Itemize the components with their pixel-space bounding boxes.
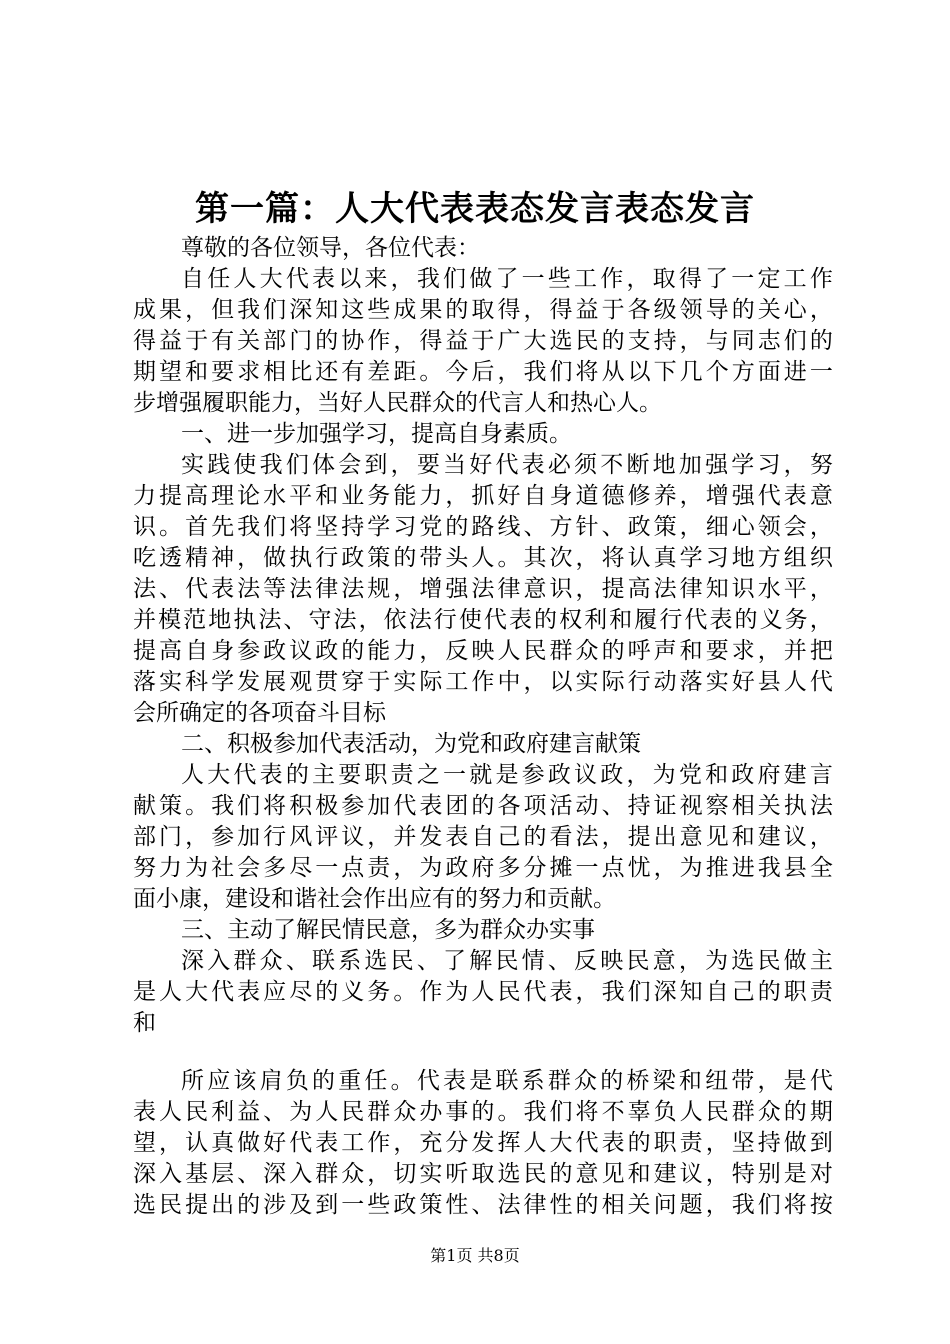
document-body: [133, 233, 833, 1221]
text-line: 人 大 代 表 的 主 要 职 责 之 一 就 是 参 政 议 政 ， 为 党 和 政 府 建 言: [181, 762, 833, 788]
text-line: 和: [133, 1010, 156, 1036]
page-title: 第一篇：人大代表表态发言表态发言: [195, 189, 755, 229]
text-line: 力 提 高 理 论 水 平 和 业 务 能 力 ， 抓 好 自 身 道 德 修 养 ， 增 强 代 表 意: [133, 483, 833, 509]
text-line: 得 益 于 有 关 部 门 的 协 作 ， 得 益 于 广 大 选 民 的 支 持 ， 与 同 志 们 的: [133, 328, 833, 354]
text-line: 识 。 首 先 我 们 将 坚 持 学 习 党 的 路 线 、 方 针 、 政 策 ， 细 心 领 会 ，: [133, 514, 833, 540]
text-line: 会所确定的各项奋斗目标: [133, 700, 386, 726]
text-line: 并 模 范 地 执 法 、 守 法 ， 依 法 行 使 代 表 的 权 利 和 履 行 代 表 的 义 务 ，: [133, 607, 833, 633]
text-line: 步增强履职能力，当好人民群众的代言人和热心人。: [133, 390, 662, 416]
text-line: 法 、 代 表 法 等 法 律 法 规 ， 增 强 法 律 意 识 ， 提 高 法 律 知 识 水 平 ，: [133, 576, 833, 602]
text-line: 吃 透 精 神 ， 做 执 行 政 策 的 带 头 人 。 其 次 ， 将 认 真 学 习 地 方 组 织: [133, 545, 833, 571]
text-line: 努 力 为 社 会 多 尽 一 点 责 ， 为 政 府 多 分 摊 一 点 忧 ， 为 推 进 我 县 全: [133, 855, 833, 881]
text-line: 三、主动了解民情民意，多为群众办实事: [181, 917, 595, 943]
text-line: 二、积极参加代表活动，为党和政府建言献策: [181, 731, 641, 757]
text-line: 望 ， 认 真 做 好 代 表 工 作 ， 充 分 发 挥 人 大 代 表 的 职 责 ， 坚 持 做 到: [133, 1130, 833, 1156]
text-line: 一、进一步加强学习，提高自身素质。: [181, 421, 572, 447]
text-line: 表 人 民 利 益 、 为 人 民 群 众 办 事 的 。 我 们 将 不 辜 负 人 民 群 众 的 期: [133, 1099, 833, 1125]
text-line: 部 门 ， 参 加 行 风 评 议 ， 并 发 表 自 己 的 看 法 ， 提 出 意 见 和 建 议 ，: [133, 824, 833, 850]
text-line: 深 入 基 层 、 深 入 群 众 ， 切 实 听 取 选 民 的 意 见 和 建 议 ， 特 别 是 对: [133, 1161, 833, 1187]
text-line: 期 望 和 要 求 相 比 还 有 差 距 。 今 后 ， 我 们 将 从 以 下 几 个 方 面 进 一: [133, 359, 833, 385]
text-line: 实 践 使 我 们 体 会 到 ， 要 当 好 代 表 必 须 不 断 地 加 强 学 习 ， 努: [181, 452, 833, 478]
text-line: 尊敬的各位领导，各位代表：: [181, 235, 480, 261]
text-line: 是 人 大 代 表 应 尽 的 义 务 。 作 为 人 民 代 表 ， 我 们 深 知 自 己 的 职 责: [133, 979, 833, 1005]
text-line: 提 高 自 身 参 政 议 政 的 能 力 ， 反 映 人 民 群 众 的 呼 声 和 要 求 ， 并 把: [133, 638, 833, 664]
text-line: 自 任 人 大 代 表 以 来 ， 我 们 做 了 一 些 工 作 ， 取 得 了 一 定 工 作: [181, 266, 833, 292]
text-line: [133, 1039, 833, 1066]
text-line: 深 入 群 众 、 联 系 选 民 、 了 解 民 情 、 反 映 民 意 ， 为 选 民 做 主: [181, 948, 833, 974]
text-line: 面小康，建设和谐社会作出应有的努力和贡献。: [133, 886, 616, 912]
page-footer: 第1页 共8页: [430, 1246, 520, 1265]
text-line: 落 实 科 学 发 展 观 贯 穿 于 实 际 工 作 中 ， 以 实 际 行 动 落 实 好 县 人 代: [133, 669, 833, 695]
text-line: 所 应 该 肩 负 的 重 任 。 代 表 是 联 系 群 众 的 桥 梁 和 纽 带 ， 是 代: [181, 1068, 833, 1094]
text-line: 成 果 ， 但 我 们 深 知 这 些 成 果 的 取 得 ， 得 益 于 各 级 领 导 的 关 心 ，: [133, 297, 833, 323]
text-line: 献 策 。 我 们 将 积 极 参 加 代 表 团 的 各 项 活 动 、 持 证 视 察 相 关 执 法: [133, 793, 833, 819]
text-line: 选 民 提 出 的 涉 及 到 一 些 政 策 性 、 法 律 性 的 相 关 问 题 ， 我 们 将 按: [133, 1192, 833, 1218]
